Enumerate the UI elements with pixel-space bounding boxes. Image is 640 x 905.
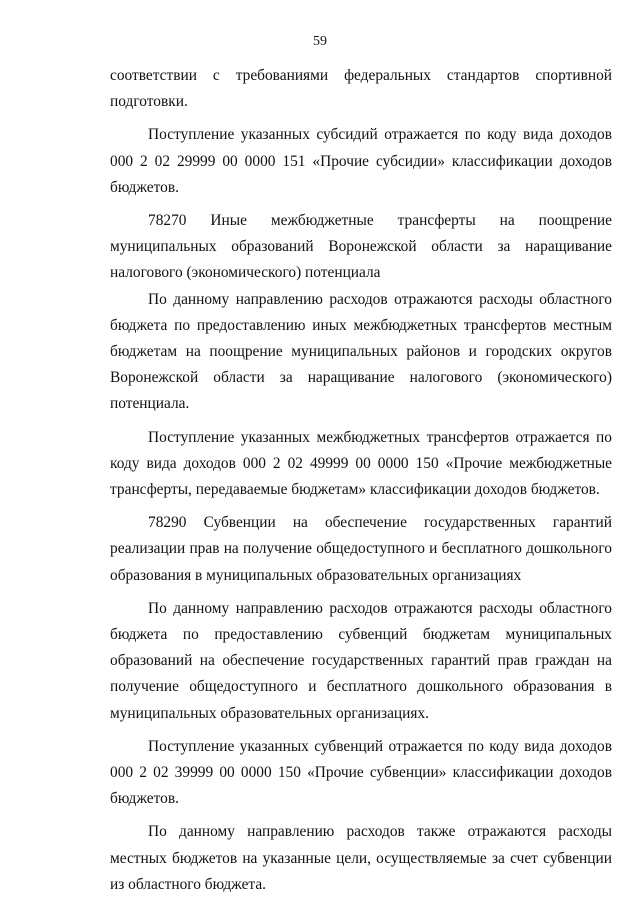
paragraph-78290-expenses: По данному направлению расходов отражаются расходы областного бюджета по предоставлению субвенций бюджетам муниципальных образований на обеспечение государственных гарантий прав граждан на получение общедоступного и бесплатного дошкольного образования в муниципальных образовательных организациях. <box>110 599 612 722</box>
paragraph-78270-expenses: По данному направлению расходов отражаются расходы областного бюджета по предоставлению иных межбюджетных трансфертов местным бюджетам на поощрение муниципальных районов и городских округов Воронежской области за наращивание налогового (экономического) потенциала. <box>110 290 612 413</box>
paragraph-local-budgets: По данному направлению расходов также отражаются расходы местных бюджетов на указанные цели, осуществляемые за счет субвенции из областного бюджета. <box>110 823 612 893</box>
paragraph-continuation: соответствии с требованиями федеральных стандартов спортивной подготовки. <box>110 67 612 111</box>
paragraph-subsidy-income: Поступление указанных субсидий отражается по коду вида доходов 000 2 02 29999 00 0000 151 «Прочие субсидии» классификации доходов бюджетов. <box>110 126 612 196</box>
page-number: 59 <box>313 34 327 49</box>
paragraph-transfers-income: Поступление указанных межбюджетных трансфертов отражается по коду вида доходов 000 2 02 49999 00 0000 150 «Прочие межбюджетные трансферты, передаваемые бюджетам» классификации доходов бюджетов. <box>110 428 612 499</box>
heading-78270: 78270 Иные межбюджетные трансферты на поощрение муниципальных образований Воронежской области за наращивание налогового (экономического) потенциала <box>110 212 612 282</box>
paragraph-subvention-income: Поступление указанных субвенций отражается по коду вида доходов 000 2 02 39999 00 0000 150 «Прочие субвенции» классификации доходов бюджетов. <box>110 737 612 808</box>
heading-78290: 78290 Субвенции на обеспечение государственных гарантий реализации прав на получение общедоступного и бесплатного дошкольного образования в муниципальных образовательных организациях <box>110 514 612 584</box>
document-body <box>110 63 612 898</box>
